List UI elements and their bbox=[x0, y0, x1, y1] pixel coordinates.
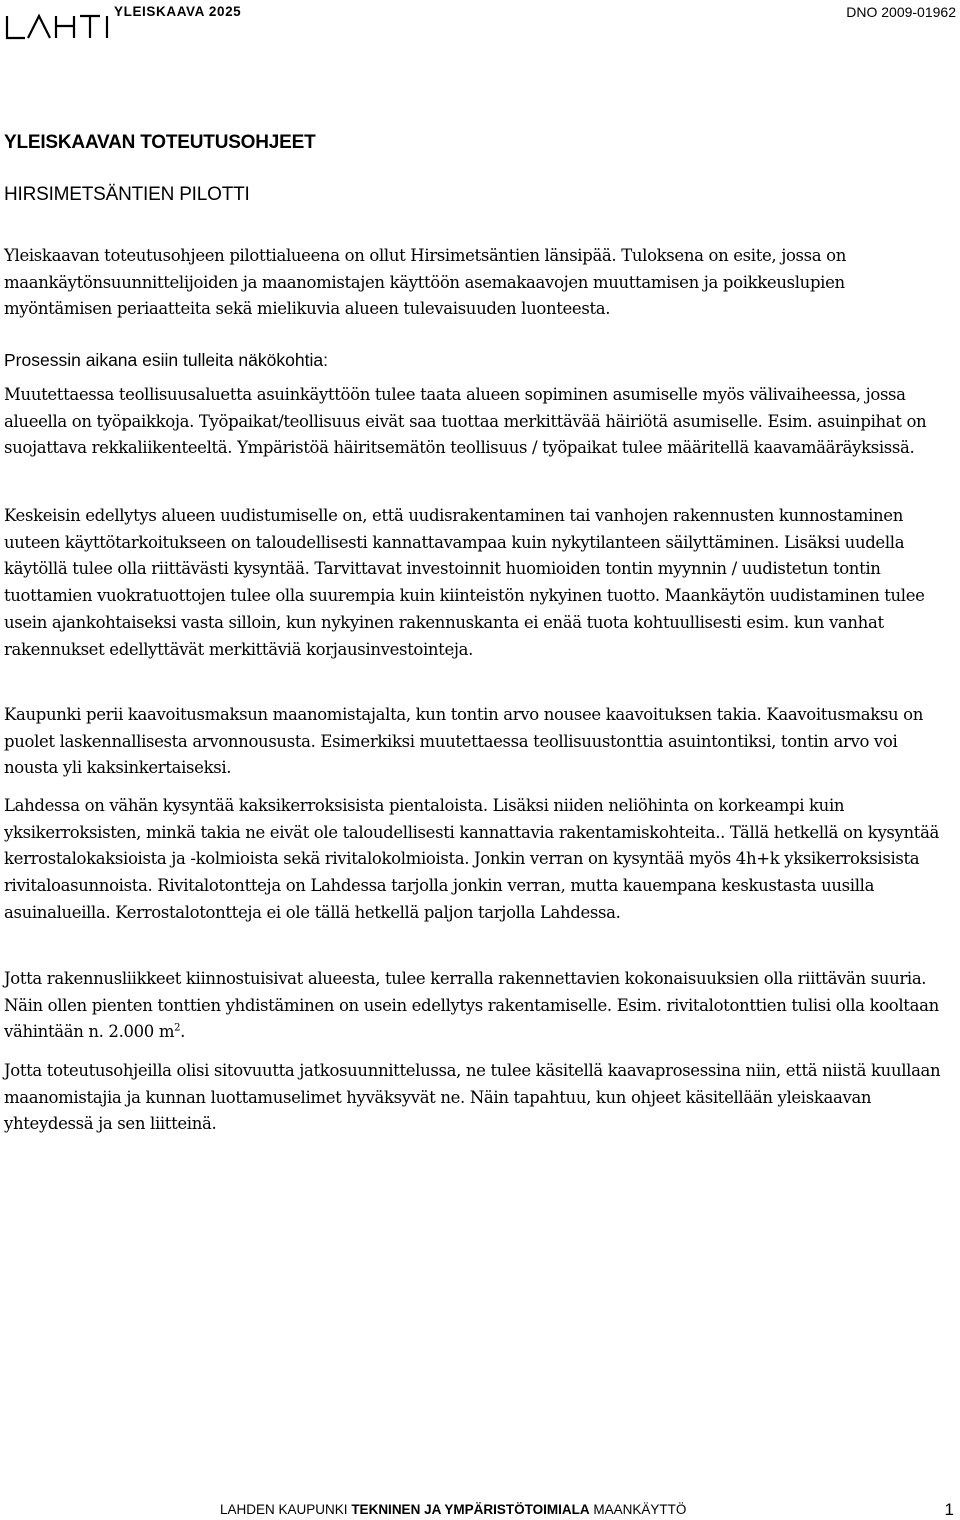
document-title: YLEISKAAVAN TOTEUTUSOHJEET bbox=[4, 132, 316, 153]
document-subtitle: HIRSIMETSÄNTIEN PILOTTI bbox=[4, 184, 250, 205]
superscript-2: 2 bbox=[174, 1022, 181, 1034]
footer-unit: MAANKÄYTTÖ bbox=[593, 1502, 687, 1517]
paragraph-6: Jotta toteutusohjeilla olisi sitovuutta jatkosuunnittelussa, ne tulee käsitellä kaavaprosessina niin, että niistä kuullaan maanomistajia ja kunnan luottamuselimet hyväksyvät ne. Näin tapahtuu, kun ohjeet käsitellään yleiskaavan yhteydessä ja sen liitteinä. bbox=[4, 1061, 941, 1134]
lahti-logo bbox=[4, 2, 264, 42]
paragraph-4: Lahdessa on vähän kysyntää kaksikerroksisista pientaloista. Lisäksi niiden neliöhinta on korkeampi kuin yksikerroksisten, minkä takia ne eivät ole taloudellisesti kannattavia rakentamiskohteita.. Tällä hetkellä on kysyntää kerrostalokaksioista ja -kolmioista sekä rivitalokolmioista. Jonkin verran on kysyntää myös 4h+k yksikerroksisista rivitaloasunnoista. Rivitalotontteja on Lahdessa tarjolla jonkin verran, mutta kauempana keskustasta uusilla asuinalueilla. Kerrostalotontteja ei ole tällä hetkellä paljon tarjolla Lahdessa. bbox=[4, 796, 940, 922]
footer-city: LAHDEN KAUPUNKI bbox=[220, 1502, 348, 1517]
paragraph-5-end: . bbox=[180, 1022, 186, 1042]
page-number: 1 bbox=[944, 1500, 954, 1519]
lahti-logo-mark bbox=[4, 2, 264, 42]
logo-tagline: YLEISKAAVA 2025 bbox=[114, 4, 242, 19]
paragraph-2: Keskeisin edellytys alueen uudistumiselle on, että uudisrakentaminen tai vanhojen rakennusten kunnostaminen uuteen käyttötarkoitukseen on taloudellisesti kannattavampaa kuin nykytilanteen säilyttäminen. Lisäksi uudella käytöllä tulee olla riittävästi kysyntää. Tarvittavat investoinnit huomioiden tontin myynnin / uudistetun tontin tuottamien vuokratuottojen tulee olla suurempia kuin kiinteistön nykyinen tuotto. Maankäytön uudistaminen tulee usein ajankohtaiseksi vasta silloin, kun nykyinen rakennuskanta ei enää tuota kohtuullisesti esim. kun vanhat rakennukset edellyttävät merkittäviä korjausinvestointeja. bbox=[4, 506, 925, 659]
footer-department: TEKNINEN JA YMPÄRISTÖTOIMIALA bbox=[351, 1502, 590, 1517]
paragraph-1: Muutettaessa teollisuusaluetta asuinkäyttöön tulee taata alueen sopiminen asumiselle myös välivaiheessa, jossa alueella on työpaikkoja. Työpaikat/teollisuus eivät saa tuottaa merkittävää häiriötä asumiselle. Esim. asuinpihat on suojattava rekkaliikenteeltä. Ympäristöä häiritsemätön teollisuus / työpaikat tulee määritellä kaavamääräyksissä. bbox=[4, 385, 927, 458]
footer bbox=[220, 1502, 686, 1517]
paragraph-5-text: Jotta rakennusliikkeet kiinnostuisivat alueesta, tulee kerralla rakennettavien kokonaisuuksien olla riittävän suuria. Näin ollen pienten tonttien yhdistäminen on usein edellytys rakentamiselle. Esim. rivitalotonttien tulisi olla kooltaan vähintään n. 2.000 m bbox=[4, 969, 939, 1042]
section-heading: Prosessin aikana esiin tulleita näkökohtia: bbox=[4, 350, 328, 370]
document-number: DNO 2009-01962 bbox=[846, 4, 956, 20]
paragraph-3: Kaupunki perii kaavoitusmaksun maanomistajalta, kun tontin arvo nousee kaavoituksen takia. Kaavoitusmaksu on puolet laskennallisesta arvonnoususta. Esimerkiksi muutettaessa teollisuustonttia asuintontiksi, tontin arvo voi nousta yli kaksinkertaiseksi. bbox=[4, 705, 924, 778]
intro-paragraph: Yleiskaavan toteutusohjeen pilottialueena on ollut Hirsimetsäntien länsipää. Tuloksena on esite, jossa on maankäytönsuunnittelijoiden ja maanomistajen käyttöön asemakaavojen muuttamisen ja poikkeuslupien myöntämisen periaatteita sekä mielikuvia alueen tulevaisuuden luonteesta. bbox=[4, 246, 847, 319]
paragraph-5 bbox=[4, 966, 956, 1046]
